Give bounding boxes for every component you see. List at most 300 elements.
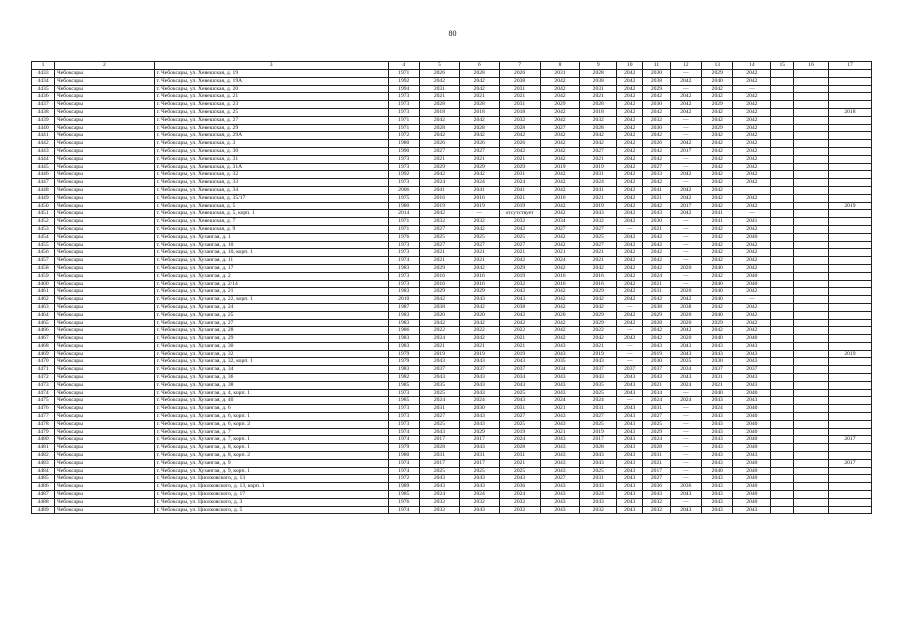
table-cell: 2043 xyxy=(540,413,580,421)
table-cell: 2032 xyxy=(419,506,459,514)
table-cell: 2025 xyxy=(419,233,459,241)
table-cell: Чебоксары xyxy=(55,483,155,491)
table-row xyxy=(32,350,872,358)
table-cell: 2016 xyxy=(459,280,499,288)
table-cell: 4438 xyxy=(32,108,55,116)
table-cell: 2024 xyxy=(540,257,580,265)
column-header: 12 xyxy=(670,62,701,70)
table-cell xyxy=(771,467,794,475)
table-cell: 2040 xyxy=(702,335,733,343)
table-cell xyxy=(771,233,794,241)
table-cell xyxy=(828,389,871,397)
table-cell: 2043 xyxy=(702,397,733,405)
table-cell: 2031 xyxy=(419,452,459,460)
table-cell xyxy=(771,335,794,343)
table-cell: 2029 xyxy=(419,264,459,272)
table-cell: 2026 xyxy=(499,140,540,148)
table-cell: 2032 xyxy=(499,116,540,124)
table-cell xyxy=(828,506,871,514)
table-cell: 4460 xyxy=(32,280,55,288)
table-cell: 2016 xyxy=(540,194,580,202)
table-cell: 2025 xyxy=(499,233,540,241)
table-row xyxy=(32,475,872,483)
table-row xyxy=(32,93,872,101)
table-cell xyxy=(771,218,794,226)
table-cell: 2042 xyxy=(733,163,771,171)
table-cell: 2042 xyxy=(419,171,459,179)
table-cell: — xyxy=(670,225,701,233)
table-cell: 4487 xyxy=(32,491,55,499)
table-cell: 2021 xyxy=(499,155,540,163)
table-cell xyxy=(828,194,871,202)
table-cell: 2042 xyxy=(540,202,580,210)
table-cell: 2025 xyxy=(580,233,617,241)
table-cell: г. Чебоксары, ул. Циолковского, д. 5 xyxy=(154,506,388,514)
table-cell: 1971 xyxy=(388,70,419,78)
table-cell: 2029 xyxy=(459,288,499,296)
table-cell: 2042 xyxy=(617,319,643,327)
table-cell xyxy=(828,288,871,296)
table-cell: — xyxy=(617,327,643,335)
table-cell: 2042 xyxy=(617,93,643,101)
table-cell: 4435 xyxy=(32,85,55,93)
table-cell: 2042 xyxy=(617,335,643,343)
table-cell: 2032 xyxy=(499,280,540,288)
table-cell: 4443 xyxy=(32,147,55,155)
table-cell: 2043 xyxy=(499,381,540,389)
table-cell: 2042 xyxy=(733,132,771,140)
table-cell xyxy=(794,108,829,116)
table-cell: 1971 xyxy=(388,218,419,226)
column-header: 1 xyxy=(32,62,55,70)
table-cell xyxy=(771,491,794,499)
table-cell xyxy=(771,202,794,210)
table-cell xyxy=(828,311,871,319)
table-cell: 2043 xyxy=(459,483,499,491)
table-cell: 2042 xyxy=(670,171,701,179)
table-cell: 2031 xyxy=(499,405,540,413)
table-cell: 2031 xyxy=(499,85,540,93)
table-cell: г. Чебоксары, ул. Хузангая, д. 32 xyxy=(154,350,388,358)
table-cell: 2042 xyxy=(643,108,670,116)
table-cell: 4481 xyxy=(32,444,55,452)
table-cell: 2040 xyxy=(702,264,733,272)
table-row xyxy=(32,108,872,116)
table-row xyxy=(32,397,872,405)
table-cell: 2042 xyxy=(617,140,643,148)
table-cell: 2021 xyxy=(499,93,540,101)
table-cell: 1983 xyxy=(388,288,419,296)
table-cell: г. Чебоксары, ул. Циолковского, д. 3 xyxy=(154,498,388,506)
table-cell: 4474 xyxy=(32,389,55,397)
table-cell: 2042 xyxy=(670,194,701,202)
table-cell: 1983 xyxy=(388,342,419,350)
table-cell: 2042 xyxy=(643,264,670,272)
table-cell: Чебоксары xyxy=(55,303,155,311)
table-cell: 2042 xyxy=(617,272,643,280)
table-cell: 1992 xyxy=(388,171,419,179)
table-cell: 1985 xyxy=(388,397,419,405)
table-cell: г. Чебоксары, ул. Хузангая, д. 10 xyxy=(154,241,388,249)
table-cell: — xyxy=(459,210,499,218)
table-cell: г. Чебоксары, ул. Хевешская, д. 31А xyxy=(154,163,388,171)
table-cell xyxy=(828,296,871,304)
table-cell: 2042 xyxy=(580,303,617,311)
table-cell: 2027 xyxy=(419,413,459,421)
table-cell: — xyxy=(670,257,701,265)
table-cell: 4461 xyxy=(32,288,55,296)
table-cell: 2042 xyxy=(540,77,580,85)
table-cell: 2040 xyxy=(733,444,771,452)
table-cell: 2016 xyxy=(580,280,617,288)
table-cell: 2042 xyxy=(419,296,459,304)
table-cell xyxy=(771,179,794,187)
table-cell xyxy=(771,132,794,140)
table-cell: 2040 xyxy=(733,467,771,475)
table-cell: 1973 xyxy=(388,108,419,116)
table-cell xyxy=(771,288,794,296)
table-cell: 2024 xyxy=(643,397,670,405)
table-cell: 2028 xyxy=(643,319,670,327)
table-row xyxy=(32,132,872,140)
table-cell: Чебоксары xyxy=(55,413,155,421)
table-cell: — xyxy=(670,272,701,280)
table-cell: 2028 xyxy=(459,101,499,109)
table-cell: г. Чебоксары, ул. Хузангая, д. 8, корп. 2 xyxy=(154,452,388,460)
table-cell: Чебоксары xyxy=(55,342,155,350)
table-cell: 1994 xyxy=(388,85,419,93)
table-cell: 2043 xyxy=(499,475,540,483)
table-cell: 2043 xyxy=(419,475,459,483)
table-cell: 2021 xyxy=(580,257,617,265)
table-cell xyxy=(828,280,871,288)
table-cell: 2043 xyxy=(702,420,733,428)
table-cell xyxy=(794,311,829,319)
table-cell: 2020 xyxy=(540,311,580,319)
table-cell xyxy=(828,241,871,249)
table-cell: 2016 xyxy=(419,280,459,288)
table-cell: 2006 xyxy=(388,186,419,194)
table-cell: 2042 xyxy=(702,132,733,140)
table-cell: 2033 xyxy=(643,171,670,179)
table-cell: 2032 xyxy=(499,506,540,514)
table-cell: 1973 xyxy=(388,93,419,101)
table-cell: 1979 xyxy=(388,350,419,358)
table-cell: 4475 xyxy=(32,397,55,405)
table-cell: 2024 xyxy=(643,436,670,444)
column-header: 5 xyxy=(419,62,459,70)
table-cell: г. Чебоксары, ул. Хузангая, д. 6 xyxy=(154,405,388,413)
table-cell: 1983 xyxy=(388,366,419,374)
table-cell: Чебоксары xyxy=(55,186,155,194)
table-cell: 2019 xyxy=(499,202,540,210)
table-cell xyxy=(794,186,829,194)
table-cell xyxy=(794,381,829,389)
table-cell xyxy=(771,413,794,421)
table-cell: г. Чебоксары, ул. Хузангая, д. 28 xyxy=(154,327,388,335)
table-cell: 2042 xyxy=(733,257,771,265)
table-cell: 4483 xyxy=(32,459,55,467)
table-cell xyxy=(828,358,871,366)
table-cell xyxy=(828,335,871,343)
table-cell: 2021 xyxy=(643,225,670,233)
table-cell: 2042 xyxy=(733,101,771,109)
table-cell: 1983 xyxy=(388,311,419,319)
table-cell: 2041 xyxy=(702,218,733,226)
table-cell: Чебоксары xyxy=(55,85,155,93)
table-cell: — xyxy=(670,413,701,421)
table-cell: 2043 xyxy=(540,467,580,475)
table-cell: 2040 xyxy=(733,498,771,506)
table-cell: 2040 xyxy=(733,475,771,483)
table-cell: 2018 xyxy=(828,108,871,116)
table-cell xyxy=(794,225,829,233)
table-cell xyxy=(794,483,829,491)
table-cell: 2042 xyxy=(702,85,733,93)
table-cell: 2034 xyxy=(499,374,540,382)
table-cell: Чебоксары xyxy=(55,381,155,389)
table-cell: 2029 xyxy=(459,163,499,171)
table-row xyxy=(32,311,872,319)
table-cell: 2040 xyxy=(733,436,771,444)
table-cell xyxy=(794,147,829,155)
table-cell: 2031 xyxy=(459,452,499,460)
column-header: 17 xyxy=(828,62,871,70)
table-cell: Чебоксары xyxy=(55,194,155,202)
table-cell: 2043 xyxy=(643,210,670,218)
table-cell: 4448 xyxy=(32,186,55,194)
table-cell: 2042 xyxy=(617,202,643,210)
table-cell: 2042 xyxy=(617,124,643,132)
table-cell: 2043 xyxy=(670,491,701,499)
table-cell: 2042 xyxy=(459,171,499,179)
table-cell xyxy=(794,280,829,288)
table-cell: 2042 xyxy=(419,319,459,327)
table-cell: 2018 xyxy=(499,108,540,116)
table-cell: 2043 xyxy=(459,296,499,304)
table-cell: 2040 xyxy=(733,405,771,413)
table-cell: 2032 xyxy=(643,506,670,514)
table-cell: 2029 xyxy=(702,101,733,109)
table-cell: 2021 xyxy=(540,428,580,436)
table-cell: Чебоксары xyxy=(55,124,155,132)
table-cell: г. Чебоксары, ул. Хузангая, д. 11 xyxy=(154,257,388,265)
table-row xyxy=(32,374,872,382)
table-cell: 2021 xyxy=(499,342,540,350)
table-cell: 2043 xyxy=(540,459,580,467)
table-cell: 2040 xyxy=(702,389,733,397)
table-cell xyxy=(771,420,794,428)
table-cell: 2042 xyxy=(540,319,580,327)
table-cell xyxy=(828,116,871,124)
table-cell: г. Чебоксары, ул. Хузангая, д. 27 xyxy=(154,319,388,327)
table-cell: 2042 xyxy=(733,288,771,296)
table-cell xyxy=(794,420,829,428)
table-row xyxy=(32,327,872,335)
table-cell: 2040 xyxy=(733,280,771,288)
table-cell: Чебоксары xyxy=(55,405,155,413)
table-cell: — xyxy=(670,85,701,93)
table-cell: 1980 xyxy=(388,140,419,148)
table-cell: 2017 xyxy=(670,202,701,210)
table-cell: 2042 xyxy=(617,116,643,124)
table-cell: 2043 xyxy=(733,397,771,405)
table-cell: г. Чебоксары, ул. Хузангая, д. 17 xyxy=(154,264,388,272)
table-cell: г. Чебоксары, ул. Хузангая, д. 10, корп. 1 xyxy=(154,249,388,257)
table-row xyxy=(32,358,872,366)
table-cell: 2043 xyxy=(702,413,733,421)
table-row xyxy=(32,70,872,78)
table-cell: 2040 xyxy=(702,288,733,296)
table-cell xyxy=(828,179,871,187)
table-cell: Чебоксары xyxy=(55,210,155,218)
table-row xyxy=(32,225,872,233)
page-number: 80 xyxy=(448,29,457,38)
table-cell: 1973 xyxy=(388,163,419,171)
table-cell: 2042 xyxy=(733,108,771,116)
table-cell: 2042 xyxy=(540,147,580,155)
table-row xyxy=(32,366,872,374)
table-cell: 2043 xyxy=(733,350,771,358)
table-cell: 1990 xyxy=(388,147,419,155)
table-cell: Чебоксары xyxy=(55,101,155,109)
table-cell: 2020 xyxy=(419,311,459,319)
table-cell: Чебоксары xyxy=(55,272,155,280)
table-cell xyxy=(828,140,871,148)
table-cell: 2042 xyxy=(702,249,733,257)
table-cell xyxy=(794,358,829,366)
table-cell: 2030 xyxy=(643,358,670,366)
table-cell: 2042 xyxy=(459,77,499,85)
table-cell: 2042 xyxy=(702,272,733,280)
table-cell: 2042 xyxy=(733,264,771,272)
table-cell: 2028 xyxy=(459,124,499,132)
table-cell: 2019 xyxy=(499,272,540,280)
table-cell: Чебоксары xyxy=(55,257,155,265)
table-cell: г. Чебоксары, ул. Хузангая, д. 24 xyxy=(154,303,388,311)
table-cell: 2043 xyxy=(540,420,580,428)
table-cell: 4486 xyxy=(32,483,55,491)
table-cell: 2027 xyxy=(580,241,617,249)
table-cell: 2031 xyxy=(580,475,617,483)
table-cell: 2038 xyxy=(580,77,617,85)
table-row xyxy=(32,179,872,187)
table-row xyxy=(32,498,872,506)
table-cell: 1980 xyxy=(388,202,419,210)
table-cell: 2042 xyxy=(540,179,580,187)
table-cell: 2042 xyxy=(540,288,580,296)
table-cell: 2042 xyxy=(702,108,733,116)
table-cell: 2025 xyxy=(499,389,540,397)
table-cell xyxy=(771,358,794,366)
table-cell: 2019 xyxy=(828,202,871,210)
table-cell: 2031 xyxy=(580,85,617,93)
table-cell: 2035 xyxy=(419,381,459,389)
table-cell: 2042 xyxy=(540,93,580,101)
table-cell: Чебоксары xyxy=(55,171,155,179)
table-cell xyxy=(771,264,794,272)
table-cell: 2043 xyxy=(702,459,733,467)
table-row xyxy=(32,319,872,327)
table-cell: 2042 xyxy=(617,186,643,194)
table-cell: 2042 xyxy=(617,257,643,265)
table-cell: 4462 xyxy=(32,296,55,304)
table-cell: г. Чебоксары, ул. Хевешская, д. 31 xyxy=(154,155,388,163)
table-cell: Чебоксары xyxy=(55,241,155,249)
table-cell: 2040 xyxy=(733,272,771,280)
table-cell: 2043 xyxy=(617,498,643,506)
table-cell: 2037 xyxy=(617,366,643,374)
table-cell: 2042 xyxy=(670,77,701,85)
table-cell: 1986 xyxy=(388,327,419,335)
table-cell: г. Чебоксары, ул. Хузангая, д. 2 xyxy=(154,272,388,280)
table-cell: 2020 xyxy=(670,311,701,319)
table-cell: 4489 xyxy=(32,506,55,514)
table-cell: 2042 xyxy=(733,140,771,148)
table-row xyxy=(32,506,872,514)
table-row xyxy=(32,483,872,491)
table-cell: 2019 xyxy=(459,350,499,358)
table-cell xyxy=(828,155,871,163)
table-cell: 2024 xyxy=(540,397,580,405)
table-cell: г. Чебоксары, ул. Хевешская, д. 21 xyxy=(154,93,388,101)
table-cell: 1973 xyxy=(388,413,419,421)
table-cell: 2043 xyxy=(617,506,643,514)
table-cell: 2042 xyxy=(499,132,540,140)
table-cell xyxy=(794,249,829,257)
table-cell: 4485 xyxy=(32,475,55,483)
table-cell xyxy=(771,498,794,506)
table-cell: 2042 xyxy=(419,77,459,85)
table-cell: 1983 xyxy=(388,319,419,327)
table-cell: — xyxy=(733,296,771,304)
table-cell: 4488 xyxy=(32,498,55,506)
table-cell: г. Чебоксары, ул. Хузангая, д. 40 xyxy=(154,397,388,405)
table-cell: 2043 xyxy=(459,381,499,389)
table-row xyxy=(32,459,872,467)
table-cell: 2042 xyxy=(617,132,643,140)
table-cell: 2016 xyxy=(459,272,499,280)
table-cell: 1980 xyxy=(388,452,419,460)
table-cell: 2042 xyxy=(540,296,580,304)
table-cell xyxy=(794,241,829,249)
table-cell: 1973 xyxy=(388,249,419,257)
table-cell: Чебоксары xyxy=(55,155,155,163)
table-cell: 2028 xyxy=(643,444,670,452)
table-cell xyxy=(771,428,794,436)
table-cell: 2043 xyxy=(540,452,580,460)
table-cell: г. Чебоксары, ул. Хевешская, д. 25 xyxy=(154,108,388,116)
table-cell: 2043 xyxy=(459,389,499,397)
table-cell: г. Чебоксары, ул. Хевешская, д. 23 xyxy=(154,101,388,109)
table-cell: 2043 xyxy=(540,342,580,350)
table-cell: 2038 xyxy=(499,303,540,311)
table-cell xyxy=(828,225,871,233)
table-cell: 2042 xyxy=(617,241,643,249)
table-cell: 2034 xyxy=(670,366,701,374)
table-cell: 2042 xyxy=(670,296,701,304)
housing-register-sheet xyxy=(31,61,872,514)
table-cell: 2043 xyxy=(733,506,771,514)
table-cell: 2016 xyxy=(540,280,580,288)
table-cell: 2021 xyxy=(643,194,670,202)
table-cell: 1983 xyxy=(388,264,419,272)
table-cell: Чебоксары xyxy=(55,498,155,506)
table-cell: — xyxy=(617,225,643,233)
table-cell: 2028 xyxy=(499,124,540,132)
table-cell: 2020 xyxy=(670,319,701,327)
table-cell xyxy=(794,101,829,109)
